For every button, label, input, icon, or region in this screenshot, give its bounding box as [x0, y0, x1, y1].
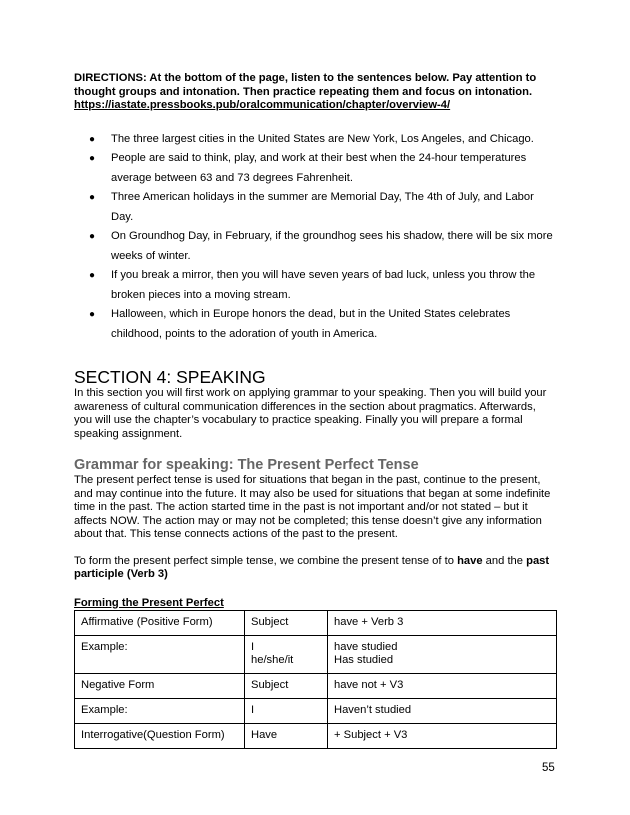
list-item: ● Three American holidays in the summer are Memorial Day, The 4th of July, and Labor Day. — [74, 188, 556, 227]
table-cell: I — [245, 698, 328, 723]
bullet-icon: ● — [89, 153, 96, 164]
bullet-icon: ● — [89, 309, 96, 320]
table-body — [75, 610, 557, 748]
table-cell: Subject — [245, 673, 328, 698]
directions-link[interactable]: https://iastate.pressbooks.pub/oralcommunication/chapter/overview-4/ — [74, 99, 451, 111]
bullet-icon: ● — [89, 133, 96, 145]
list-item: ● On Groundhog Day, in February, if the groundhog sees his shadow, there will be six more weeks of winter. — [74, 227, 556, 266]
list-item: ● If you break a mirror, then you will have seven years of bad luck, unless you throw the broken pieces into a moving stream. — [74, 266, 556, 305]
table-cell: Example: — [75, 698, 245, 723]
table-row — [75, 673, 557, 698]
directions-block — [74, 72, 556, 113]
table-cell: Have — [245, 723, 328, 748]
document-page — [74, 72, 556, 749]
table-cell: Subject — [245, 610, 328, 635]
bullet-icon: ● — [89, 192, 96, 203]
table-cell: have studied Has studied — [328, 635, 557, 673]
table-cell: Interrogative(Question Form) — [75, 723, 245, 748]
table-row — [75, 635, 557, 673]
table-row — [75, 723, 557, 748]
sentence-list — [74, 130, 556, 345]
form-instruction: To form the present perfect simple tense, we combine the present tense of to have and the past participle (Verb 3) — [74, 554, 550, 580]
table-cell: + Subject + V3 — [328, 723, 557, 748]
table-cell: I he/she/it — [245, 635, 328, 673]
bullet-icon: ● — [89, 231, 96, 242]
table-cell: Haven’t studied — [328, 698, 557, 723]
section-title: SECTION 4: SPEAKING — [74, 367, 266, 387]
table-cell: Affirmative (Positive Form) — [75, 610, 245, 635]
section-intro: In this section you will first work on applying grammar to your speaking. Then you will build your awareness of cultural communication differences in the section about pragmatics. Afterwards, you will use the chapter’s vocabulary to practice speaking. Finally you will prepare a formal speaking assignment. — [74, 387, 547, 440]
list-item: ● Halloween, which in Europe honors the dead, but in the United States celebrates childhood, points to the adoration of youth in America. — [74, 305, 556, 344]
table-cell: Negative Form — [75, 673, 245, 698]
list-item: ● People are said to think, play, and work at their best when the 24-hour temperatures average between 63 and 73 degrees Fahrenheit. — [74, 149, 556, 188]
table-caption: Forming the Present Perfect — [74, 596, 224, 609]
directions-text: DIRECTIONS: At the bottom of the page, listen to the sentences below. Pay attention to thought groups and intonation. Then practice repeating them and focus on intonation. — [74, 72, 537, 98]
table-row — [75, 610, 557, 635]
table-row — [75, 698, 557, 723]
page-number: 55 — [542, 762, 555, 774]
table-cell: have + Verb 3 — [328, 610, 557, 635]
table-cell: have not + V3 — [328, 673, 557, 698]
bullet-icon: ● — [89, 270, 96, 281]
present-perfect-table — [74, 610, 557, 749]
list-item: ● The three largest cities in the United States are New York, Los Angeles, and Chicago. — [74, 130, 556, 150]
grammar-paragraph: The present perfect tense is used for situations that began in the past, continue to the present, and may continue into the future. It may also be used for situations that began at some indefinite time in the past. The action started time in the past is not important and/or not stated – but it affects NOW. The action may or may not be completed; this tense doesn’t give any information about that. This tense connects actions of the past to the present. — [74, 474, 551, 540]
grammar-title: Grammar for speaking: The Present Perfect Tense — [74, 457, 419, 473]
table-cell: Example: — [75, 635, 245, 673]
